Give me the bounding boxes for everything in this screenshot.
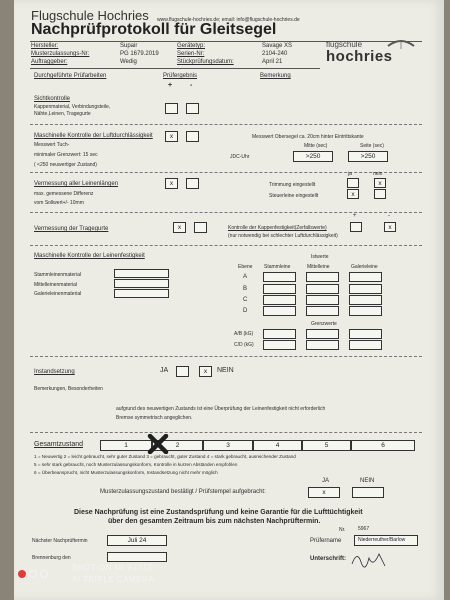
- col-bemerkung: Bemerkung: [260, 73, 291, 79]
- steuer-nein-box[interactable]: [374, 189, 386, 199]
- logo: [322, 36, 422, 68]
- trageg-minus-box[interactable]: [194, 222, 207, 233]
- trageg-plus-box[interactable]: x: [173, 222, 186, 233]
- cd-label: C/D (kG): [234, 342, 254, 348]
- kappe-minus-label: -: [388, 213, 390, 219]
- divider: [30, 245, 422, 246]
- bemerkungen-title: Bemerkungen, Besonderheiten: [34, 386, 103, 392]
- galerie-c-box[interactable]: [349, 295, 382, 305]
- naechster-label: Nächster Nachprüftermin: [32, 538, 88, 544]
- kappe-title: Kontrolle der Kappenfestigkeit(Zerfallswerte): [228, 225, 327, 231]
- serien-label: Serien-Nr:: [177, 51, 205, 57]
- muster-nein-box[interactable]: [352, 487, 384, 498]
- serien-value: 2104-240: [262, 51, 288, 57]
- nr-label: Nr.: [339, 527, 346, 533]
- col-pruefergebnis: Prüfergebnis: [163, 73, 198, 79]
- grenz-cd-galerie[interactable]: [349, 340, 382, 350]
- note-line1: Diese Nachprüfung ist eine Zustandsprüfung und keine Garantie für die Lufttüchtigkeit: [74, 509, 363, 516]
- grenz-cd-mittel[interactable]: [306, 340, 339, 350]
- brennen-label: Brennenburg den: [32, 555, 71, 561]
- level-c: C: [243, 297, 248, 303]
- instand-title: Instandsetzung: [34, 369, 75, 375]
- watermark-line2: AI TRIPLE CAMERA: [72, 575, 155, 584]
- galerie-b-box[interactable]: [349, 284, 382, 294]
- grenz-ab-mittel[interactable]: [306, 329, 339, 339]
- material-3: Galerieleinenmaterial: [34, 291, 82, 297]
- naechster-box[interactable]: Juli 24: [107, 535, 167, 546]
- luft-title: Maschinelle Kontrolle der Luftdurchlässigkeit: [34, 133, 153, 139]
- muster-label: Musterzulassungs-Nr:: [31, 51, 90, 57]
- page-title: Nachprüfprotokoll für Gleitsegel: [31, 21, 277, 38]
- steuer-label: Steuerleine eingestellt: [269, 193, 319, 199]
- bemerkung-line1: aufgrund des neuwertigen Zustands ist eine Überprüfung der Leinenfestigkeit nicht erforderlich: [116, 406, 326, 412]
- instand-nein: NEIN: [217, 367, 234, 374]
- instand-ja-box[interactable]: [176, 366, 189, 377]
- gesamt-legend-2: 5 = sehr stark gebraucht, noch Musterzulassungskonform, Kontrolle in kurzen Abständen empfohlen: [34, 462, 238, 467]
- gesamt-title: Gesamtzustand: [34, 441, 84, 448]
- ebene-label: Ebene: [238, 264, 253, 270]
- mittel-c-box[interactable]: [306, 295, 339, 305]
- ja-label: ja: [348, 171, 352, 177]
- leinen-title: Maschinelle Kontrolle der Leinenfestigkeit: [34, 253, 145, 259]
- mitte-value-box[interactable]: >250: [293, 151, 333, 162]
- grade-5[interactable]: 5: [302, 440, 351, 451]
- signature-scribble: [349, 548, 389, 570]
- material-2: Mittelleinenmaterial: [34, 282, 78, 288]
- stamm-d-box[interactable]: [263, 306, 296, 316]
- bemerkung-line2: Bremse symmetrisch angeglichen.: [116, 415, 193, 421]
- pruefname-stamp: Niederreuther/Barlow: [358, 537, 406, 543]
- geraetetyp-value: Savage XS: [262, 43, 293, 49]
- logo-main-text: hochries: [326, 48, 393, 65]
- instand-ja: JA: [160, 367, 169, 374]
- seite-value-box[interactable]: >250: [348, 151, 388, 162]
- watermark-dot-icon: [40, 570, 48, 578]
- sicht-plus-box[interactable]: [165, 103, 178, 114]
- divider: [30, 172, 422, 173]
- contact-line: www.flugschule-hochries.de; email: info@flugschule-hochries.de: [157, 17, 300, 23]
- level-b: B: [243, 286, 248, 292]
- muster-ja-label: JA: [322, 478, 330, 484]
- vermessung-minus-box[interactable]: [186, 178, 199, 189]
- trim-ja-box[interactable]: [347, 178, 359, 188]
- hersteller-value: Supair: [120, 43, 138, 49]
- vermessung-title: Vermessung aller Leinenlängen: [34, 181, 119, 187]
- watermark-dot-icon: [29, 570, 37, 578]
- muster-nein-label: NEIN: [360, 478, 375, 484]
- material-3-box[interactable]: [114, 289, 169, 298]
- galerie-a-box[interactable]: [349, 272, 382, 282]
- selected-grade-cross-mark: [147, 434, 169, 454]
- sicht-sub2: Nähte,Leinen, Tragegurte: [34, 111, 91, 117]
- istwerte-label: Istwerte: [311, 254, 329, 260]
- galerie-d-box[interactable]: [349, 306, 382, 316]
- kappe-plus-box[interactable]: [350, 222, 362, 232]
- kappe-minus-box[interactable]: x: [384, 222, 396, 232]
- sicht-sub1: Kappenmaterial, Verbindungsteile,: [34, 104, 111, 110]
- watermark-line1: SHOT ON MI 9 LITE: [72, 563, 154, 572]
- luft-sub1: Messwert Tuch-: [34, 142, 70, 148]
- info-divider: [30, 68, 320, 69]
- instand-nein-box[interactable]: x: [199, 366, 212, 377]
- grade-2[interactable]: 2: [152, 440, 203, 451]
- school-name: Flugschule Hochries: [31, 8, 149, 23]
- trageg-title: Vermessung der Tragegurte: [34, 226, 109, 232]
- seite-label: Seite (sec): [360, 143, 384, 149]
- muster-value: PG 1679.2019: [120, 51, 159, 57]
- stamm-label: Stammleine: [264, 264, 291, 270]
- kappe-plus-label: +: [353, 213, 357, 219]
- protocol-sheet: [14, 0, 444, 600]
- messwert-text: Messwert Obersegel ca. 20cm hinter Eintrittskante: [252, 134, 364, 140]
- nr-value: 5967: [358, 526, 370, 532]
- col-minus: -: [190, 82, 193, 89]
- grade-3[interactable]: 3: [203, 440, 253, 451]
- material-1-box[interactable]: [114, 269, 169, 278]
- grenz-ab-stamm[interactable]: [263, 329, 296, 339]
- geraetetyp-label: Gerätetyp:: [177, 43, 206, 49]
- divider: [30, 212, 422, 213]
- logo-top-text: flugschule: [326, 40, 363, 49]
- gesamt-legend-3: 6 = Überbeansprucht, nicht Musterzulassungskonform, Instandsetzung nicht mehr möglich: [34, 470, 218, 475]
- mittel-a-box[interactable]: [306, 272, 339, 282]
- jdc-label: JDC-Uhr: [230, 154, 250, 160]
- pruefname-label: Prüfername: [310, 538, 342, 544]
- grade-6[interactable]: 6: [351, 440, 415, 451]
- gesamt-legend-1: 1 = Neuwertig 2 = leicht gebraucht, sehr guter Zustand 3 = gebraucht, guter Zustand 4 = stark gebraucht, ausreichender Zustand: [34, 454, 296, 459]
- material-1: Stammleinenmaterial: [34, 272, 81, 278]
- mittel-b-box[interactable]: [306, 284, 339, 294]
- stamm-a-box[interactable]: [263, 272, 296, 282]
- grenzwerte-label: Grenzwerte: [311, 321, 337, 327]
- vermessung-sub2: vom Sollwert+/- 10mm: [34, 200, 84, 206]
- auftrag-label: Auftraggeber:: [31, 59, 68, 65]
- vermessung-plus-box[interactable]: x: [165, 178, 178, 189]
- trim-nein-box[interactable]: x: [374, 178, 386, 188]
- hersteller-label: Hersteller:: [31, 43, 59, 49]
- col-plus: +: [168, 82, 173, 89]
- note-line2: über den gesamten Zeitraum bis zum nächsten Nachprüftermin.: [108, 518, 321, 525]
- divider: [30, 124, 422, 125]
- divider: [30, 356, 422, 357]
- watermark-dot-icon: [18, 570, 26, 578]
- material-2-box[interactable]: [114, 279, 169, 288]
- grade-4[interactable]: 4: [253, 440, 302, 451]
- divider: [30, 432, 422, 433]
- luft-sub3: ( <250 neuwertiger Zustand): [34, 162, 97, 168]
- stamm-b-box[interactable]: [263, 284, 296, 294]
- muster-ja-box[interactable]: x: [308, 487, 340, 498]
- mittel-d-box[interactable]: [306, 306, 339, 316]
- steuer-ja-box[interactable]: x: [347, 189, 359, 199]
- luft-minus-box[interactable]: [186, 131, 199, 142]
- grade-1[interactable]: 1: [100, 440, 152, 451]
- camera-watermark: [14, 560, 214, 592]
- stueck-value: April 21: [262, 59, 283, 65]
- galerie-label: Galerieleine: [351, 264, 378, 270]
- ab-label: A/B (kG): [234, 331, 254, 337]
- stueck-label: Stückprüfungsdatum:: [177, 59, 234, 65]
- musterzul-text: Musterzulassungszustand bestätigt / Prüfstempel aufgebracht:: [100, 489, 266, 495]
- luft-sub2: minimaler Grenzwert: 15 sec: [34, 152, 98, 158]
- pruefname-box[interactable]: [354, 535, 418, 546]
- kappe-sub: (nur notwendig bei schlechter Luftdurchlässigkeit): [228, 233, 338, 239]
- nein-label: nein: [373, 171, 383, 177]
- sicht-minus-box[interactable]: [186, 103, 199, 114]
- grenz-ab-galerie[interactable]: [349, 329, 382, 339]
- stamm-c-box[interactable]: [263, 295, 296, 305]
- auftrag-value: Wedig: [120, 59, 137, 65]
- vermessung-sub1: max. gemessene Differenz: [34, 191, 94, 197]
- mitte-label: Mitte (sec): [304, 143, 328, 149]
- mittel-label: Mittelleine: [307, 264, 330, 270]
- luft-plus-box[interactable]: x: [165, 131, 178, 142]
- unterschrift-label: Unterschrift:: [310, 556, 347, 562]
- col-pruefarbeiten: Durchgeführte Prüfarbeiten: [34, 73, 107, 79]
- sicht-title: Sichtkontrolle: [34, 96, 71, 102]
- level-d: D: [243, 308, 248, 314]
- grenz-cd-stamm[interactable]: [263, 340, 296, 350]
- level-a: A: [243, 274, 248, 280]
- trimmung-label: Trimmung eingestellt: [269, 182, 316, 188]
